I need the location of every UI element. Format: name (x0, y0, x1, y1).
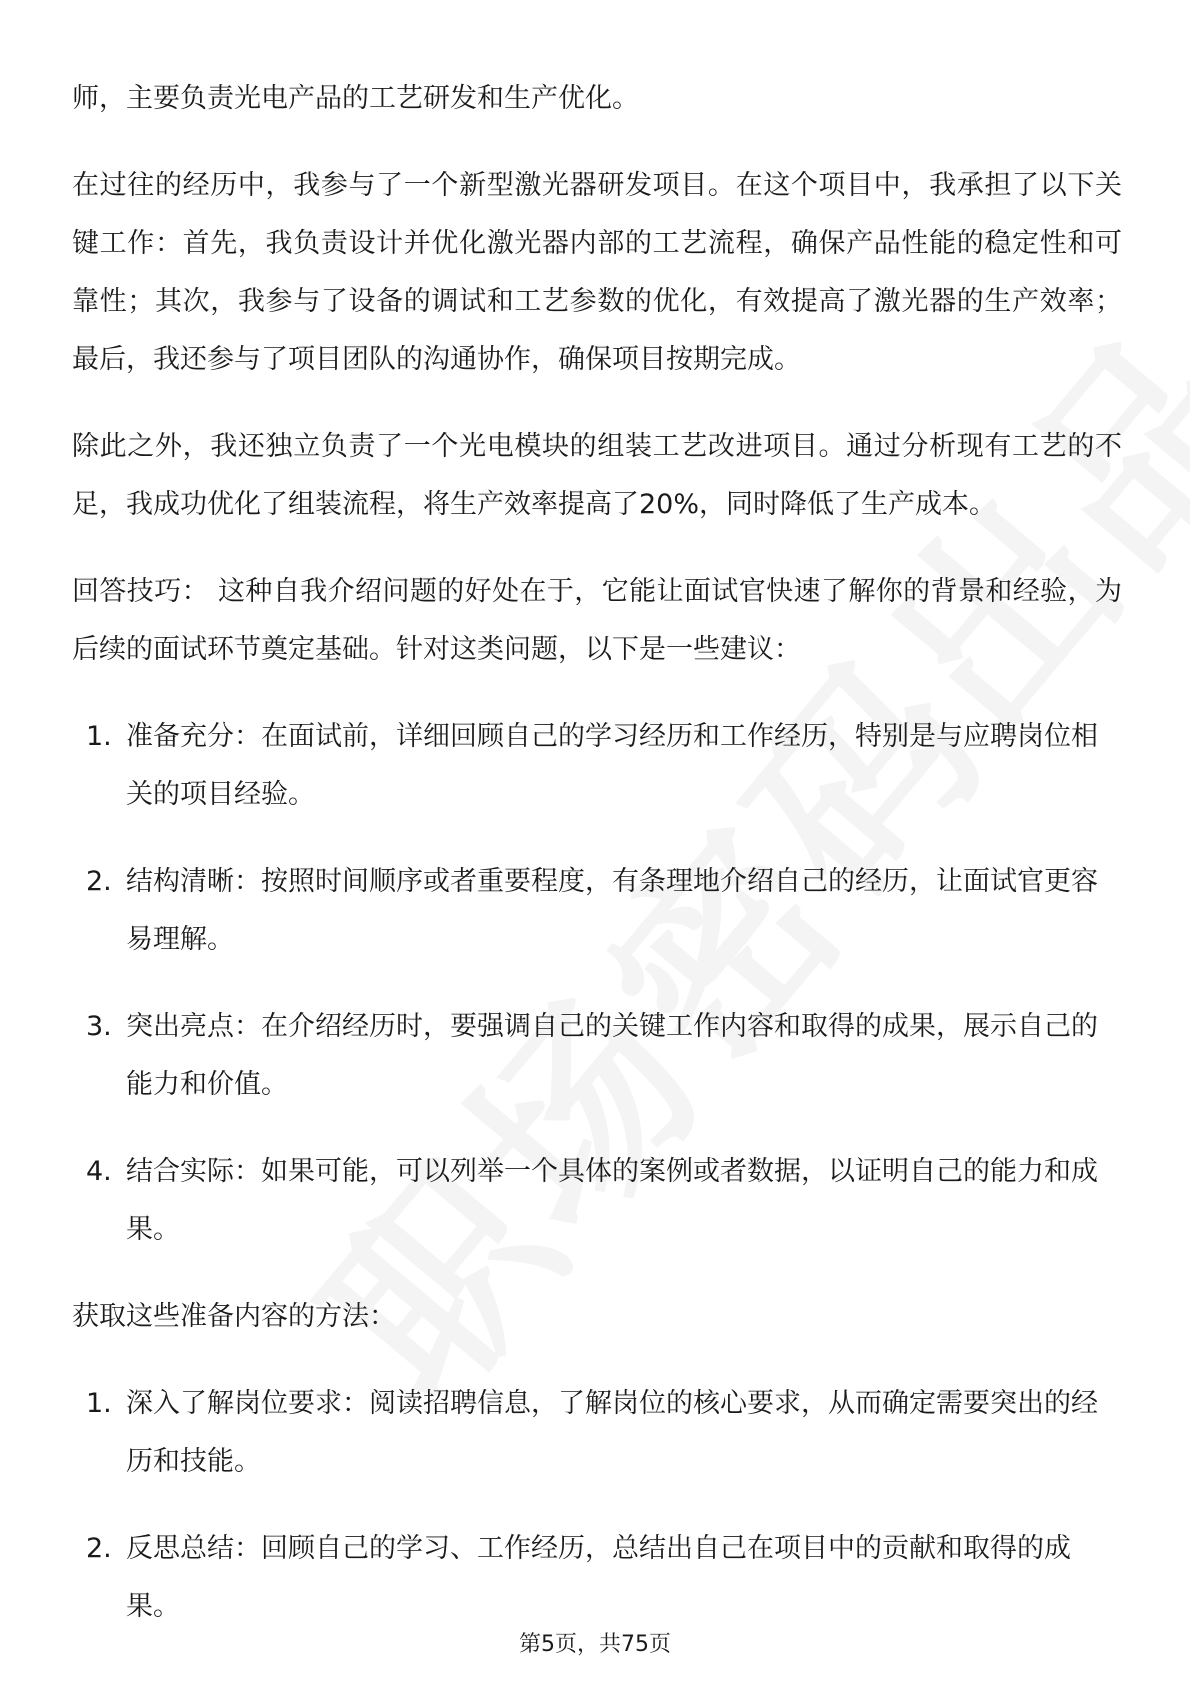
methods-list (72, 1375, 1122, 1636)
list-item-text: 准备充分：在面试前，详细回顾自己的学习经历和工作经历，特别是与应聘岗位相关的项目经验。 (126, 721, 1098, 810)
page-footer: 第5页，共75页 (519, 1632, 671, 1657)
list-item-number: 1. (86, 721, 112, 752)
list-item (72, 1520, 1122, 1636)
tips-list (72, 708, 1122, 1259)
list-item (72, 708, 1122, 824)
list-item-text: 结构清晰：按照时间顺序或者重要程度，有条理地介绍自己的经历，让面试官更容易理解。 (126, 866, 1098, 955)
list-item (72, 853, 1122, 969)
list-item-number: 2. (86, 1533, 112, 1564)
paragraph-answer-tips: 回答技巧： 这种自我介绍问题的好处在于，它能让面试官快速了解你的背景和经验，为后续的面试环节奠定基础。针对这类问题，以下是一些建议： (72, 576, 1122, 665)
paragraph-intro-end: 师，主要负责光电产品的工艺研发和生产优化。 (72, 83, 639, 114)
list-item-text: 深入了解岗位要求：阅读招聘信息，了解岗位的核心要求，从而确定需要突出的经历和技能。 (126, 1388, 1098, 1477)
list-item-text: 突出亮点：在介绍经历时，要强调自己的关键工作内容和取得的成果，展示自己的能力和价值。 (126, 1011, 1098, 1100)
list-item-text: 反思总结：回顾自己的学习、工作经历，总结出自己在项目中的贡献和取得的成果。 (126, 1533, 1071, 1622)
list-item-number: 2. (86, 866, 112, 897)
methods-heading: 获取这些准备内容的方法： (72, 1301, 396, 1332)
list-item-number: 3. (86, 1011, 112, 1042)
page-content (72, 70, 1122, 1665)
list-item (72, 998, 1122, 1114)
paragraph-laser-project: 在过往的经历中，我参与了一个新型激光器研发项目。在这个项目中，我承担了以下关键工作：首先，我负责设计并优化激光器内部的工艺流程，确保产品性能的稳定性和可靠性；其次，我参与了设备的调试和工艺参数的优化，有效提高了激光器的生产效率；最后，我还参与了项目团队的沟通协作，确保项目按期完成。 (72, 170, 1122, 375)
list-item-number: 1. (86, 1388, 112, 1419)
list-item-number: 4. (86, 1156, 112, 1187)
list-item (72, 1375, 1122, 1491)
paragraph-module-project: 除此之外，我还独立负责了一个光电模块的组装工艺改进项目。通过分析现有工艺的不足，我成功优化了组装流程，将生产效率提高了20%，同时降低了生产成本。 (72, 431, 1122, 520)
list-item (72, 1143, 1122, 1259)
list-item-text: 结合实际：如果可能，可以列举一个具体的案例或者数据，以证明自己的能力和成果。 (126, 1156, 1098, 1245)
